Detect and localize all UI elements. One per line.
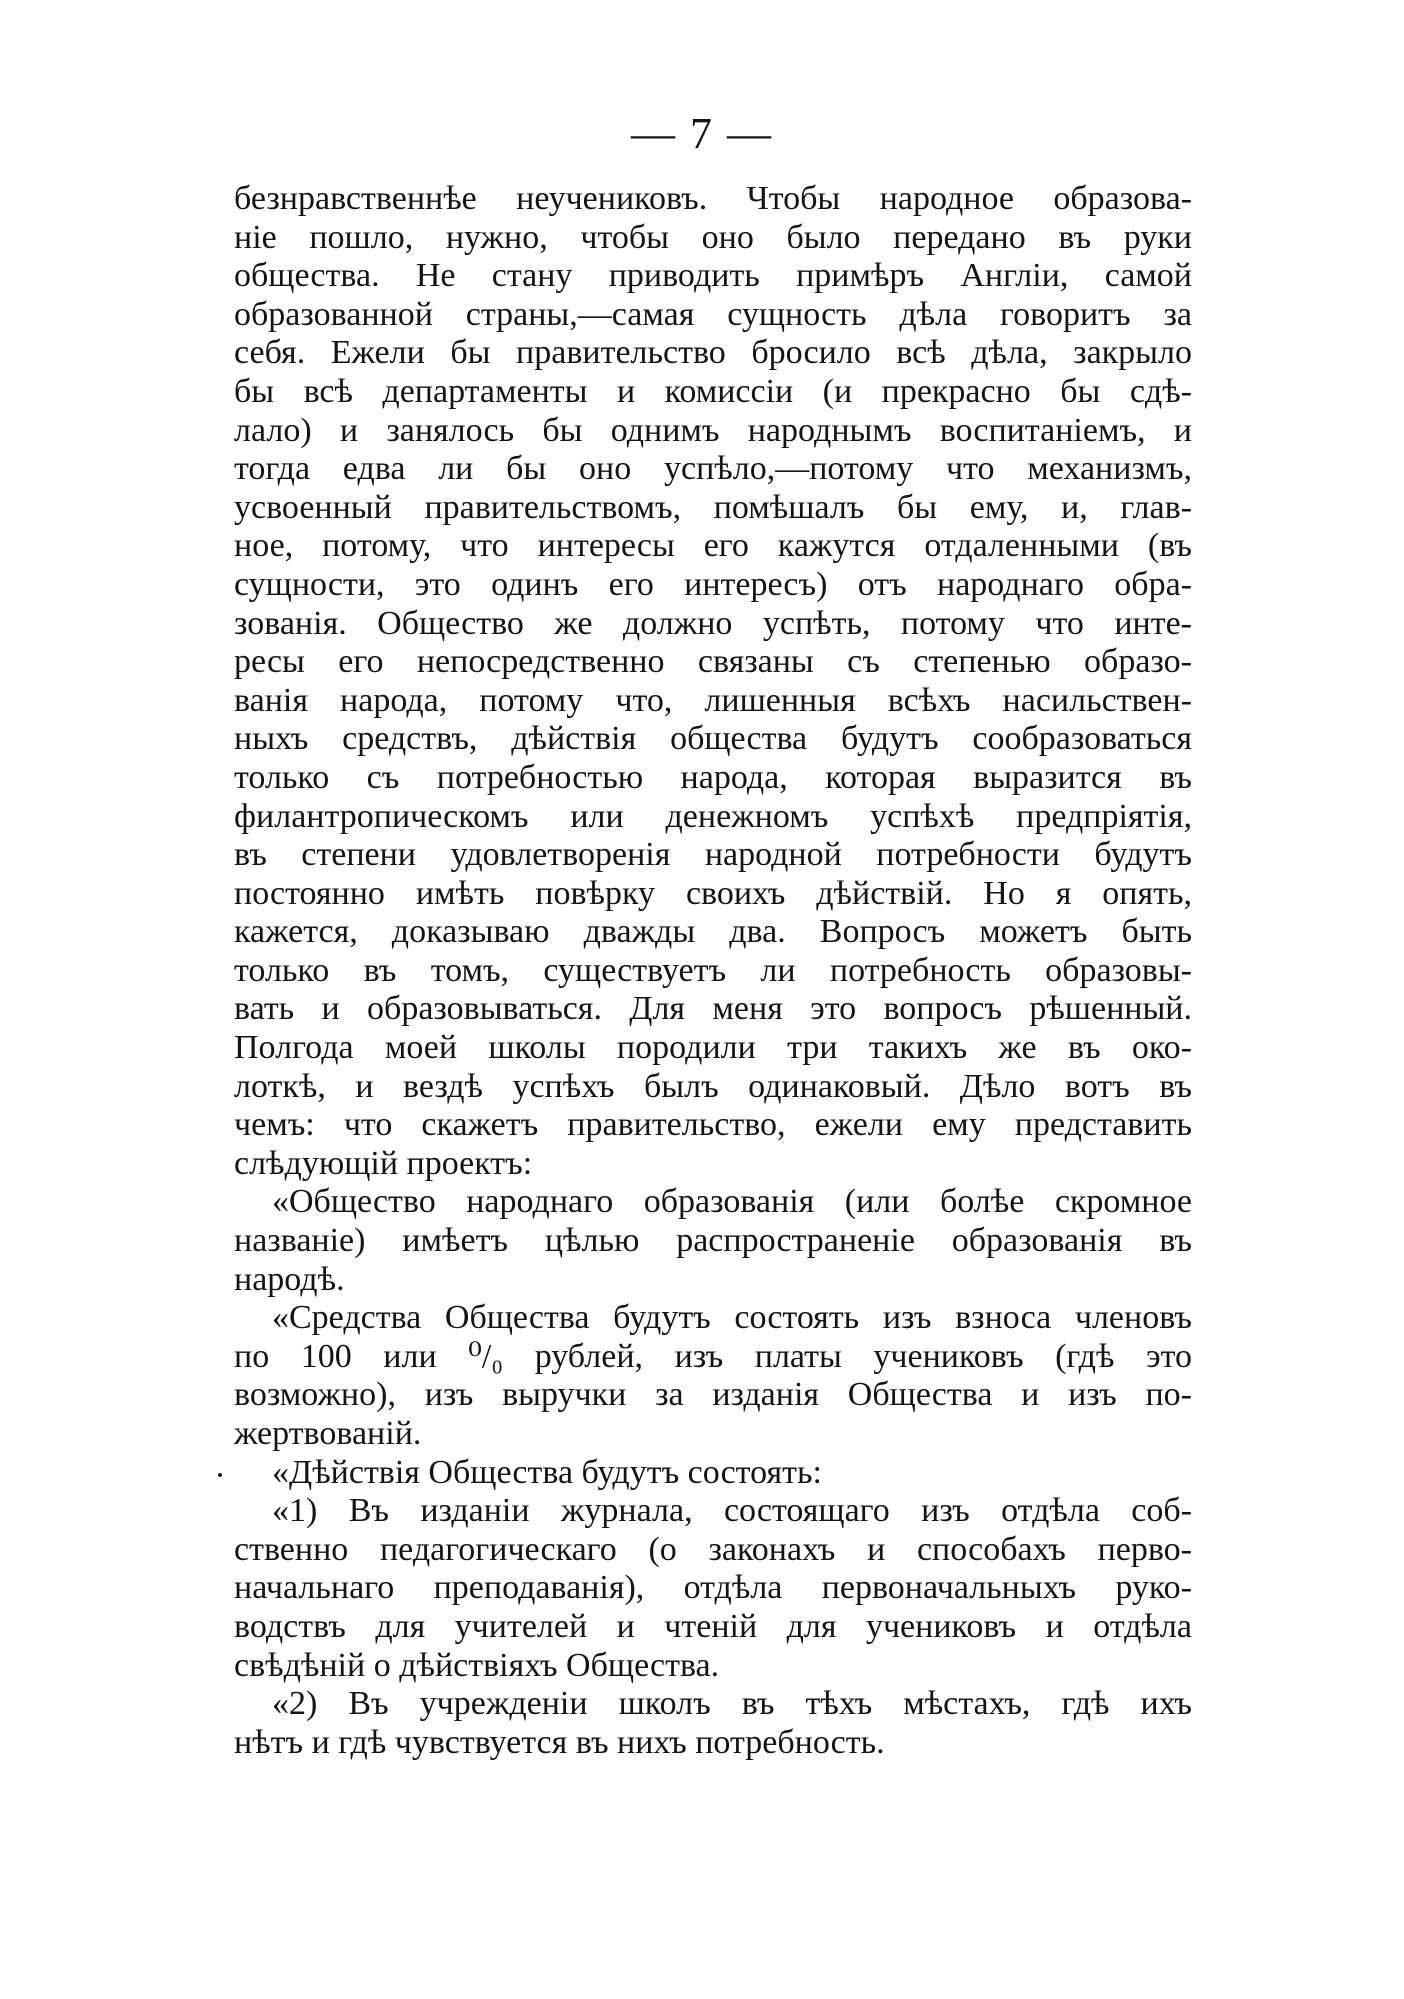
text-line: только въ томъ, существуетъ ли потребность образовы- (234, 951, 1192, 989)
text-line: свѣдѣнiй о дѣйствiяхъ Общества. (234, 1646, 720, 1684)
text-line: нѣтъ и гдѣ чувствуется въ нихъ потребность. (234, 1723, 885, 1761)
text-line: только съ потребностью народа, которая выразится въ (234, 758, 1192, 796)
text-line: «Средства Общества будутъ состоять изъ взноса членовъ (272, 1299, 1192, 1337)
text-line: лоткѣ, и вездѣ успѣхъ былъ одинаковый. Дѣло вотъ въ (234, 1067, 1192, 1105)
text-line: «1) Въ изданiи журнала, состоящаго изъ отдѣла соб- (272, 1492, 1192, 1530)
text-line: кажется, доказываю дважды два. Вопросъ можетъ быть (234, 913, 1192, 951)
text-line: сущности, это одинъ его интересъ) отъ народнаго обра- (234, 565, 1192, 603)
text-line: жертвованiй. (234, 1415, 422, 1452)
text-line: «Общество народнаго образованiя (или болѣе скромное (272, 1183, 1192, 1221)
text-line: по 100 или ⁰/₀ рублей, изъ платы учениковъ (гдѣ это (234, 1337, 1192, 1375)
body-text (234, 180, 1192, 1762)
text-line: ванiя народа, потому что, лишенныя всѣхъ насильствен- (234, 681, 1192, 719)
text-line: чемъ: что скажетъ правительство, ежели ему представить (234, 1106, 1192, 1144)
ink-speck (218, 1473, 222, 1477)
text-line: въ степени удовлетворенiя народной потребности будутъ (234, 836, 1192, 874)
text-line: ныхъ средствъ, дѣйствiя общества будутъ сообразоваться (234, 720, 1192, 758)
text-line: «2) Въ учрежденiи школъ въ тѣхъ мѣстахъ, гдѣ ихъ (272, 1685, 1192, 1723)
text-line: тогда едва ли бы оно успѣло,—потому что механизмъ, (234, 450, 1192, 488)
text-line: слѣдующiй проектъ: (234, 1144, 533, 1182)
text-line: образованной страны,—самая сущность дѣла говоритъ за (234, 295, 1192, 333)
text-line: себя. Ежели бы правительство бросило всѣ дѣла, закрыло (234, 334, 1192, 372)
page-number: — 7 — (631, 109, 773, 158)
text-line: названiе) имѣетъ цѣлью распространенiе образованiя въ (234, 1222, 1192, 1260)
text-line: ресы его непосредственно связаны съ степенью образо- (234, 643, 1192, 681)
text-line: безнравственнѣе неучениковъ. Чтобы народное образова- (234, 180, 1192, 217)
text-line: «Дѣйствiя Общества будутъ состоять: (272, 1453, 822, 1491)
text-line: ственно педагогическаго (о законахъ и способахъ перво- (234, 1530, 1192, 1568)
text-line: усвоенный правительствомъ, помѣшалъ бы ему, и, глав- (234, 488, 1192, 526)
text-line: вать и образовываться. Для меня это вопросъ рѣшенный. (234, 990, 1192, 1028)
text-line: филантропическомъ или денежномъ успѣхѣ предпрiятiя, (234, 797, 1192, 835)
text-line: Полгода моей школы породили три такихъ же въ око- (234, 1029, 1192, 1067)
text-line: зованiя. Общество же должно успѣть, потому что инте- (234, 604, 1192, 642)
text-line: общества. Не стану приводить примѣръ Англiи, самой (234, 257, 1192, 295)
text-line: водствъ для учителей и чтенiй для учениковъ и отдѣла (234, 1607, 1192, 1645)
text-line: ное, потому, что интересы его кажутся отдаленными (въ (234, 527, 1192, 565)
text-line: начальнаго преподаванiя), отдѣла первоначальныхъ руко- (234, 1569, 1192, 1607)
text-line: бы всѣ департаменты и комиссiи (и прекрасно бы сдѣ- (234, 372, 1192, 410)
text-line: нiе пошло, нужно, чтобы оно было передано въ руки (234, 218, 1192, 256)
text-line: народѣ. (234, 1260, 345, 1298)
text-line: лало) и занялось бы однимъ народнымъ воспитанiемъ, и (234, 411, 1192, 449)
text-line: возможно), изъ выручки за изданiя Общества и изъ по- (234, 1376, 1192, 1414)
text-line: постоянно имѣть повѣрку своихъ дѣйствiй. Но я опять, (234, 874, 1192, 912)
